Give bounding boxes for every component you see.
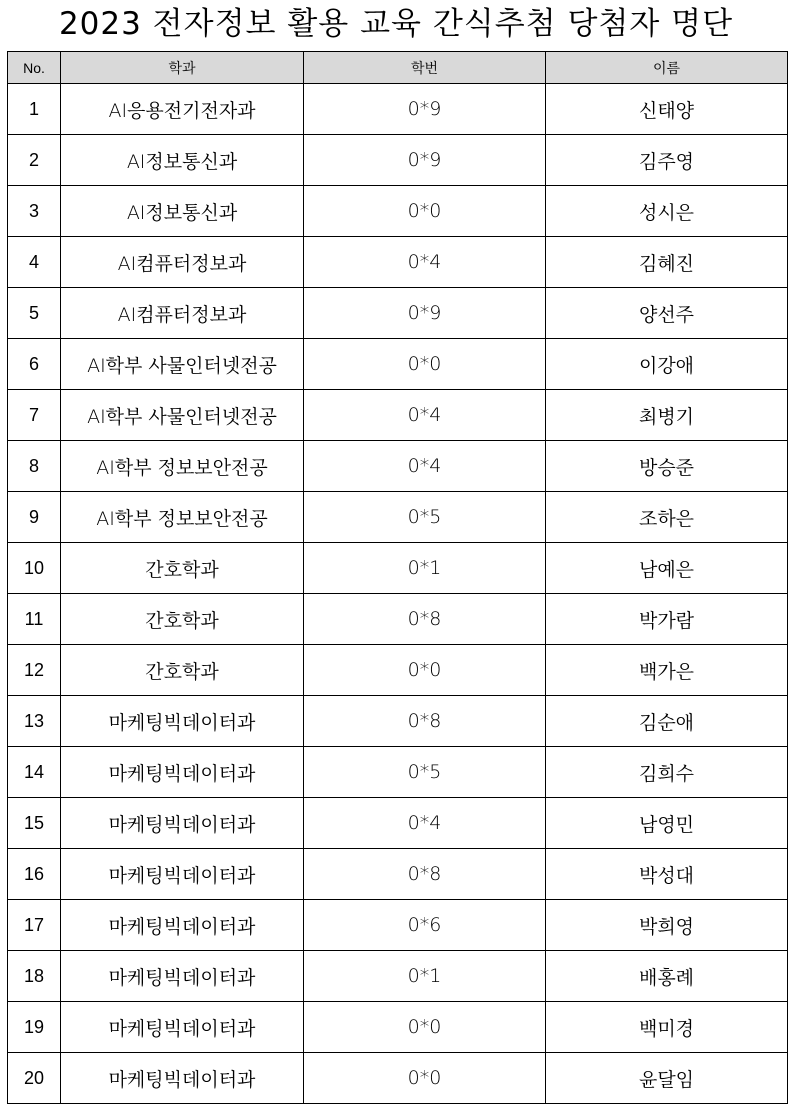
row-number: 20: [8, 1053, 61, 1104]
name-cell: 백미경: [546, 1002, 788, 1053]
row-number: 1: [8, 84, 61, 135]
row-number: 9: [8, 492, 61, 543]
name-cell: 배홍례: [546, 951, 788, 1002]
table-body: [8, 84, 788, 1104]
name-cell: 양선주: [546, 288, 788, 339]
row-number: 10: [8, 543, 61, 594]
name-cell: 박가람: [546, 594, 788, 645]
student-id-cell: 0*1: [304, 543, 546, 594]
name-cell: 신태양: [546, 84, 788, 135]
student-id-cell: 0*5: [304, 492, 546, 543]
department-cell: 마케팅빅데이터과: [61, 900, 304, 951]
row-number: 8: [8, 441, 61, 492]
department-cell: 간호학과: [61, 594, 304, 645]
row-number: 14: [8, 747, 61, 798]
department-cell: 마케팅빅데이터과: [61, 696, 304, 747]
table-row: [8, 135, 788, 186]
name-cell: 조하은: [546, 492, 788, 543]
department-cell: AI학부 정보보안전공: [61, 492, 304, 543]
student-id-cell: 0*9: [304, 288, 546, 339]
table-row: [8, 288, 788, 339]
row-number: 7: [8, 390, 61, 441]
student-id-cell: 0*0: [304, 339, 546, 390]
name-cell: 김혜진: [546, 237, 788, 288]
table-row: [8, 900, 788, 951]
table-row: [8, 441, 788, 492]
department-cell: AI정보통신과: [61, 135, 304, 186]
name-cell: 남예은: [546, 543, 788, 594]
department-cell: 마케팅빅데이터과: [61, 798, 304, 849]
row-number: 6: [8, 339, 61, 390]
table-row: [8, 696, 788, 747]
student-id-cell: 0*8: [304, 594, 546, 645]
table-row: [8, 849, 788, 900]
table-row: [8, 594, 788, 645]
name-cell: 이강애: [546, 339, 788, 390]
row-number: 16: [8, 849, 61, 900]
name-cell: 박성대: [546, 849, 788, 900]
student-id-cell: 0*5: [304, 747, 546, 798]
student-id-cell: 0*0: [304, 1002, 546, 1053]
name-cell: 최병기: [546, 390, 788, 441]
page-title: 2023 전자정보 활용 교육 간식추첨 당첨자 명단: [58, 6, 734, 42]
name-cell: 윤달임: [546, 1053, 788, 1104]
department-cell: AI학부 사물인터넷전공: [61, 390, 304, 441]
row-number: 3: [8, 186, 61, 237]
row-number: 17: [8, 900, 61, 951]
name-cell: 박희영: [546, 900, 788, 951]
student-id-cell: 0*9: [304, 84, 546, 135]
student-id-cell: 0*4: [304, 390, 546, 441]
column-header-department: 학과: [61, 52, 304, 84]
student-id-cell: 0*0: [304, 186, 546, 237]
department-cell: AI정보통신과: [61, 186, 304, 237]
department-cell: AI컴퓨터정보과: [61, 288, 304, 339]
table-row: [8, 1002, 788, 1053]
table-row: [8, 798, 788, 849]
student-id-cell: 0*9: [304, 135, 546, 186]
table-row: [8, 747, 788, 798]
department-cell: AI학부 사물인터넷전공: [61, 339, 304, 390]
student-id-cell: 0*6: [304, 900, 546, 951]
row-number: 13: [8, 696, 61, 747]
table-header-row: [8, 52, 788, 84]
student-id-cell: 0*0: [304, 645, 546, 696]
table-row: [8, 645, 788, 696]
name-cell: 김주영: [546, 135, 788, 186]
table-row: [8, 237, 788, 288]
row-number: 19: [8, 1002, 61, 1053]
name-cell: 김순애: [546, 696, 788, 747]
row-number: 2: [8, 135, 61, 186]
table-row: [8, 390, 788, 441]
department-cell: AI컴퓨터정보과: [61, 237, 304, 288]
name-cell: 방승준: [546, 441, 788, 492]
row-number: 5: [8, 288, 61, 339]
table-row: [8, 951, 788, 1002]
student-id-cell: 0*1: [304, 951, 546, 1002]
student-id-cell: 0*8: [304, 849, 546, 900]
department-cell: 간호학과: [61, 543, 304, 594]
name-cell: 백가은: [546, 645, 788, 696]
column-header-name: 이름: [546, 52, 788, 84]
table-row: [8, 84, 788, 135]
table-row: [8, 339, 788, 390]
row-number: 18: [8, 951, 61, 1002]
student-id-cell: 0*4: [304, 441, 546, 492]
column-header-no: No.: [8, 52, 61, 84]
table-row: [8, 492, 788, 543]
name-cell: 김희수: [546, 747, 788, 798]
department-cell: AI학부 정보보안전공: [61, 441, 304, 492]
student-id-cell: 0*8: [304, 696, 546, 747]
department-cell: 마케팅빅데이터과: [61, 1002, 304, 1053]
table-row: [8, 186, 788, 237]
row-number: 11: [8, 594, 61, 645]
name-cell: 성시은: [546, 186, 788, 237]
row-number: 15: [8, 798, 61, 849]
student-id-cell: 0*4: [304, 798, 546, 849]
department-cell: 마케팅빅데이터과: [61, 849, 304, 900]
department-cell: 마케팅빅데이터과: [61, 1053, 304, 1104]
row-number: 4: [8, 237, 61, 288]
table-row: [8, 1053, 788, 1104]
department-cell: 간호학과: [61, 645, 304, 696]
department-cell: 마케팅빅데이터과: [61, 951, 304, 1002]
student-id-cell: 0*4: [304, 237, 546, 288]
department-cell: 마케팅빅데이터과: [61, 747, 304, 798]
table-row: [8, 543, 788, 594]
department-cell: AI응용전기전자과: [61, 84, 304, 135]
row-number: 12: [8, 645, 61, 696]
name-cell: 남영민: [546, 798, 788, 849]
winners-table: [7, 51, 788, 1104]
student-id-cell: 0*0: [304, 1053, 546, 1104]
column-header-student-id: 학번: [304, 52, 546, 84]
